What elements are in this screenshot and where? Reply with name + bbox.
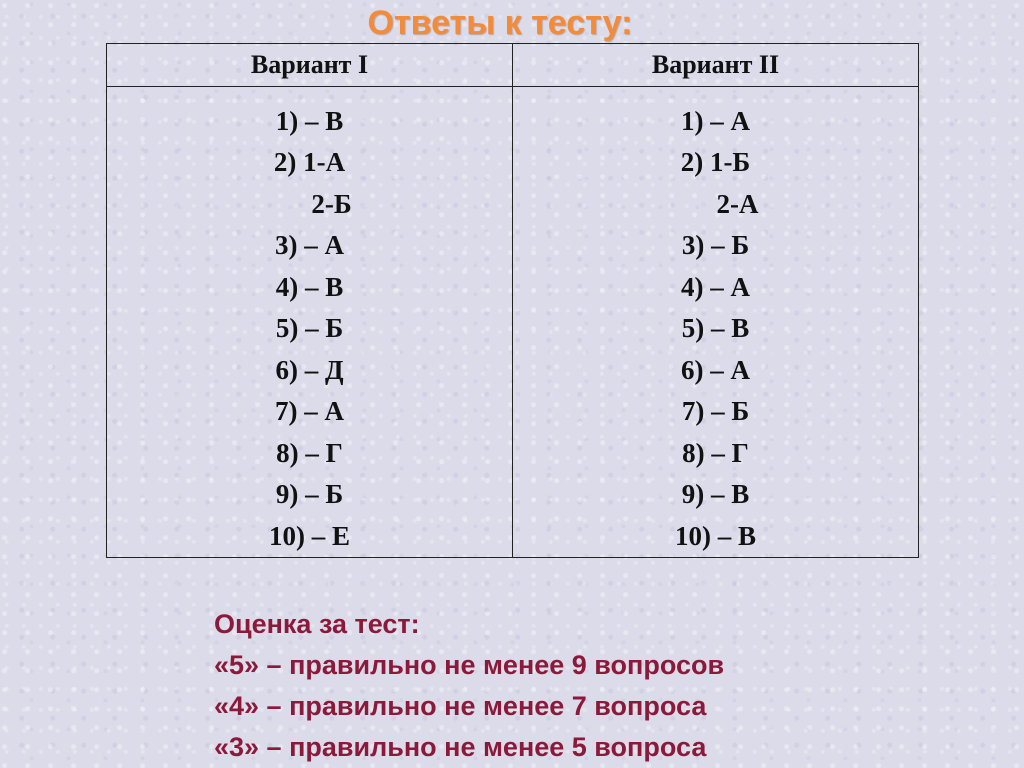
answer-item: 4) – В (275, 271, 344, 302)
answer-item: 5) – В (681, 313, 750, 343)
answer-item: 2-А (716, 188, 759, 219)
answer-item: 6) – А (681, 354, 750, 385)
answer-item: 4) – А (681, 271, 750, 302)
answer-item: 6) – Д (275, 354, 344, 385)
grading-criteria (214, 604, 724, 768)
table-body-row (107, 87, 918, 558)
answer-item: 10) – Е (269, 520, 350, 551)
variant-2-column (512, 87, 918, 558)
answer-item: 8) – Г (276, 437, 343, 468)
answer-item: 2) 1-Б (680, 147, 751, 177)
answer-item: 5) – Б (275, 313, 344, 343)
answer-item: 9) – В (681, 479, 750, 509)
grading-line: «5» – правильно не менее 9 вопросов (214, 650, 725, 680)
answer-item: 7) – А (275, 396, 344, 426)
answer-item: 3) – А (275, 230, 344, 260)
grading-heading: Оценка за тест: (214, 609, 420, 639)
answer-item: 7) – Б (681, 396, 750, 426)
variant-1-header: Вариант I (250, 49, 369, 79)
answer-item: 10) – В (675, 520, 756, 551)
grading-line: «4» – правильно не менее 7 вопроса (214, 691, 707, 721)
variant-1-answers (107, 87, 512, 558)
variant-1-column (107, 87, 512, 558)
answer-item: 2) 1-А (273, 147, 346, 177)
variant-2-header: Вариант II (512, 44, 918, 86)
page-title: Ответы к тесту: (367, 4, 633, 42)
grading-line: «3» – правильно не менее 5 вопроса (214, 732, 707, 762)
answer-item: 2-Б (311, 188, 352, 219)
answer-item: 3) – Б (681, 230, 750, 260)
answer-item: 9) – Б (275, 479, 344, 509)
variant-2-answers (513, 87, 918, 558)
answer-item: 1) – А (681, 105, 750, 136)
answer-item: 8) – Г (682, 437, 749, 468)
answer-item: 1) – В (275, 105, 344, 136)
table-header-row (107, 44, 918, 87)
answers-table (106, 43, 919, 558)
